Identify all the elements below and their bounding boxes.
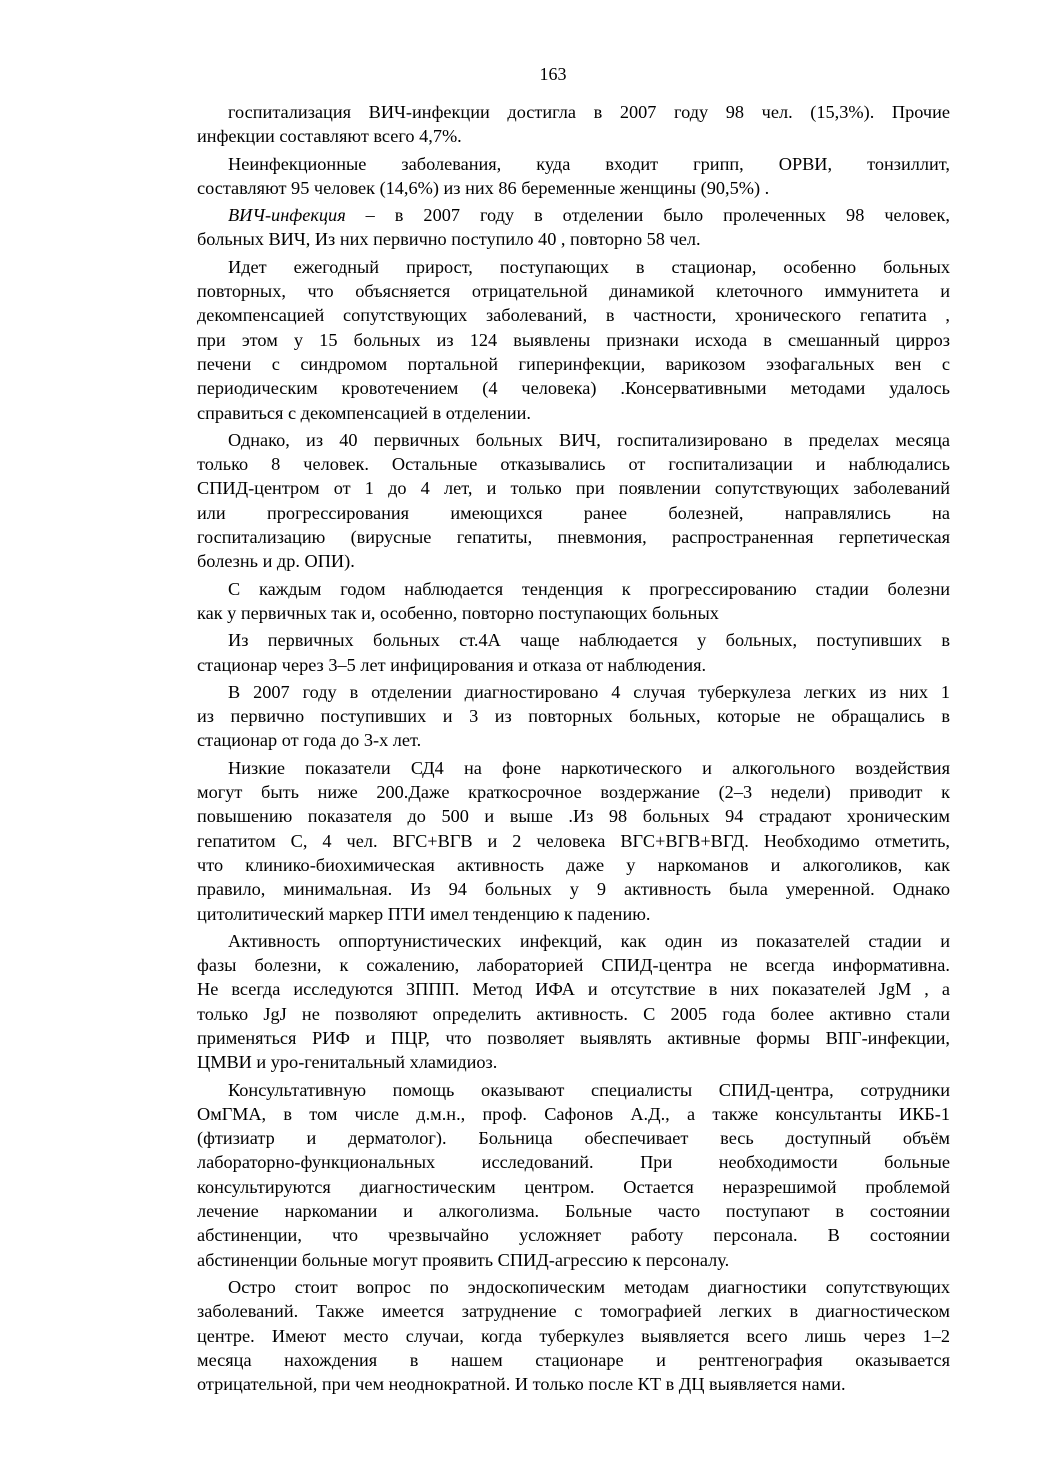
text-line: из первично поступивших и 3 из повторных больных, которые не обращались в [197,706,950,727]
paragraph [197,152,950,201]
text-line: СПИД-центром от 1 до 4 лет, и только при появлении сопутствующих заболеваний [197,478,950,499]
text-line: применяться РИФ и ПЦР, что позволяет выявлять активные формы ВПГ-инфекции, [197,1027,950,1048]
text-line: как у первичных так и, особенно, повторно поступающих больных [197,602,719,623]
text-line: гепатитом С, 4 чел. ВГС+ВГВ и 2 человека ВГС+ВГВ+ВГД. Необходимо отметить, [197,830,950,851]
text-line: стационар от года до 3-х лет. [197,730,422,751]
text-line: Однако, из 40 первичных больных ВИЧ, госпитализировано в пределах месяца [228,429,950,450]
italic-term: ВИЧ-инфекция [228,205,346,226]
text-line: консультируются диагностическим центром. Остается неразрешимой проблемой [197,1176,950,1197]
text-line: госпитализация ВИЧ-инфекции достигла в 2007 году 98 чел. (15,3%). Прочие [228,102,950,122]
text-line: декомпенсацией сопутствующих заболеваний, в частности, хронического гепатита , [197,305,950,326]
text-line: составляют 95 человек (14,6%) из них 86 беременные женщины (90,5%) . [197,177,770,198]
text-line: С каждым годом наблюдается тенденция к прогрессированию стадии болезни [228,578,950,599]
text-line: что клинико-биохимическая активность даже у наркоманов и алкоголиков, как [197,854,950,875]
text-line: Консультативную помощь оказывают специалисты СПИД-центра, сотрудники [228,1079,950,1100]
page-number: 163 [539,64,567,84]
text-line [197,203,950,227]
text-line: абстиненции, что чрезвычайно усложняет работу персонала. В состоянии [197,1225,950,1246]
text-line: заболеваний. Также имеется затруднение с томографией легких в диагностическом [197,1301,950,1322]
line-text: – в 2007 году в отделении было пролеченных 98 человек, [345,205,950,226]
paragraph [197,680,950,753]
text-line: при этом у 15 больных из 124 выявлены признаки исхода в смешанный цирроз [197,329,950,350]
text-line: ОмГМА, в том числе д.м.н., проф. Сафонов А.Д., а также консультанты ИКБ-1 [197,1103,950,1124]
text-line: лечение наркомании и алкоголизма. Больные часто поступают в состоянии [197,1201,950,1222]
text-line: периодическим кровотечением (4 человека) .Консервативными методами удалось [197,378,950,399]
text-line: правило, минимальная. Из 94 больных у 9 активность была умеренной. Однако [197,879,950,900]
document-body [197,100,950,1399]
text-line: Идет ежегодный прирост, поступающих в стационар, особенно больных [228,256,950,277]
text-line: больных ВИЧ, Из них первично поступило 40 , повторно 58 чел. [197,229,701,250]
text-line: Не всегда исследуются ЗППП. Метод ИФА и отсутствие в них показателей JgM , а [197,979,950,1000]
paragraph [197,100,950,149]
text-line: только 8 человек. Остальные отказывались от госпитализации и наблюдались [197,454,950,475]
text-line: повышению показателя до 500 и выше .Из 98 больных 94 страдают хроническим [197,806,950,827]
paragraph [197,255,950,425]
text-line: справиться с декомпенсацией в отделении. [197,402,531,423]
text-line: Из первичных больных ст.4А чаще наблюдается у больных, поступивших в [228,630,950,651]
paragraph [197,428,950,574]
text-line: В 2007 году в отделении диагностировано 4 случая туберкулеза легких из них 1 [228,681,950,702]
text-line: могут быть ниже 200.Даже краткосрочное воздержание (2–3 недели) приводит к [197,782,950,803]
text-line: болезнь и др. ОПИ). [197,551,355,572]
text-line: цитолитический маркер ПТИ имел тенденцию к падению. [197,903,651,924]
text-line: Остро стоит вопрос по эндоскопическим методам диагностики сопутствующих [228,1276,950,1297]
text-line: госпитализацию (вирусные гепатиты, пневмония, распространенная герпетическая [197,527,950,548]
text-line: центре. Имеют место случаи, когда туберкулез выявляется всего лишь через 1–2 [197,1325,950,1346]
text-line: только JgJ не позволяют определить активность. С 2005 года более активно стали [197,1003,950,1024]
text-line: отрицательной, при чем неоднократной. И только после КТ в ДЦ выявляется нами. [197,1374,846,1395]
text-line: (фтизиатр и дерматолог). Больница обеспечивает весь доступный объём [197,1128,950,1149]
paragraph [197,203,950,252]
paragraph [197,929,950,1075]
text-line: повторных, что объясняется отрицательной динамикой клеточного иммунитета и [197,281,950,302]
text-line: стационар через 3–5 лет инфицирования и отказа от наблюдения. [197,654,707,675]
text-line: инфекции составляют всего 4,7%. [197,126,462,147]
paragraph [197,1078,950,1272]
paragraph [197,628,950,677]
text-line: фазы болезни, к сожалению, лабораторией СПИД-центра не всегда информативна. [197,955,950,976]
text-line: Низкие показатели СД4 на фоне наркотического и алкогольного воздействия [228,757,950,778]
paragraph [197,577,950,626]
text-line: лабораторно-функциональных исследований. При необходимости больные [197,1152,950,1173]
text-line: ЦМВИ и уро-генитальный хламидиоз. [197,1052,498,1073]
text-line: абстиненции больные могут проявить СПИД-агрессию к персоналу. [197,1249,730,1270]
paragraph [197,756,950,926]
text-line: Неинфекционные заболевания, куда входит грипп, ОРВИ, тонзиллит, [228,153,950,174]
text-line: месяца нахождения в нашем стационаре и рентгенография оказывается [197,1349,950,1370]
paragraph [197,1275,950,1396]
text-line: или прогрессирования имеющихся ранее болезней, направлялись на [197,502,950,523]
text-line: Активность оппортунистических инфекций, как один из показателей стадии и [228,930,950,951]
text-line: печени с синдромом портальной гиперинфекции, варикозом эзофагальных вен с [197,353,950,374]
